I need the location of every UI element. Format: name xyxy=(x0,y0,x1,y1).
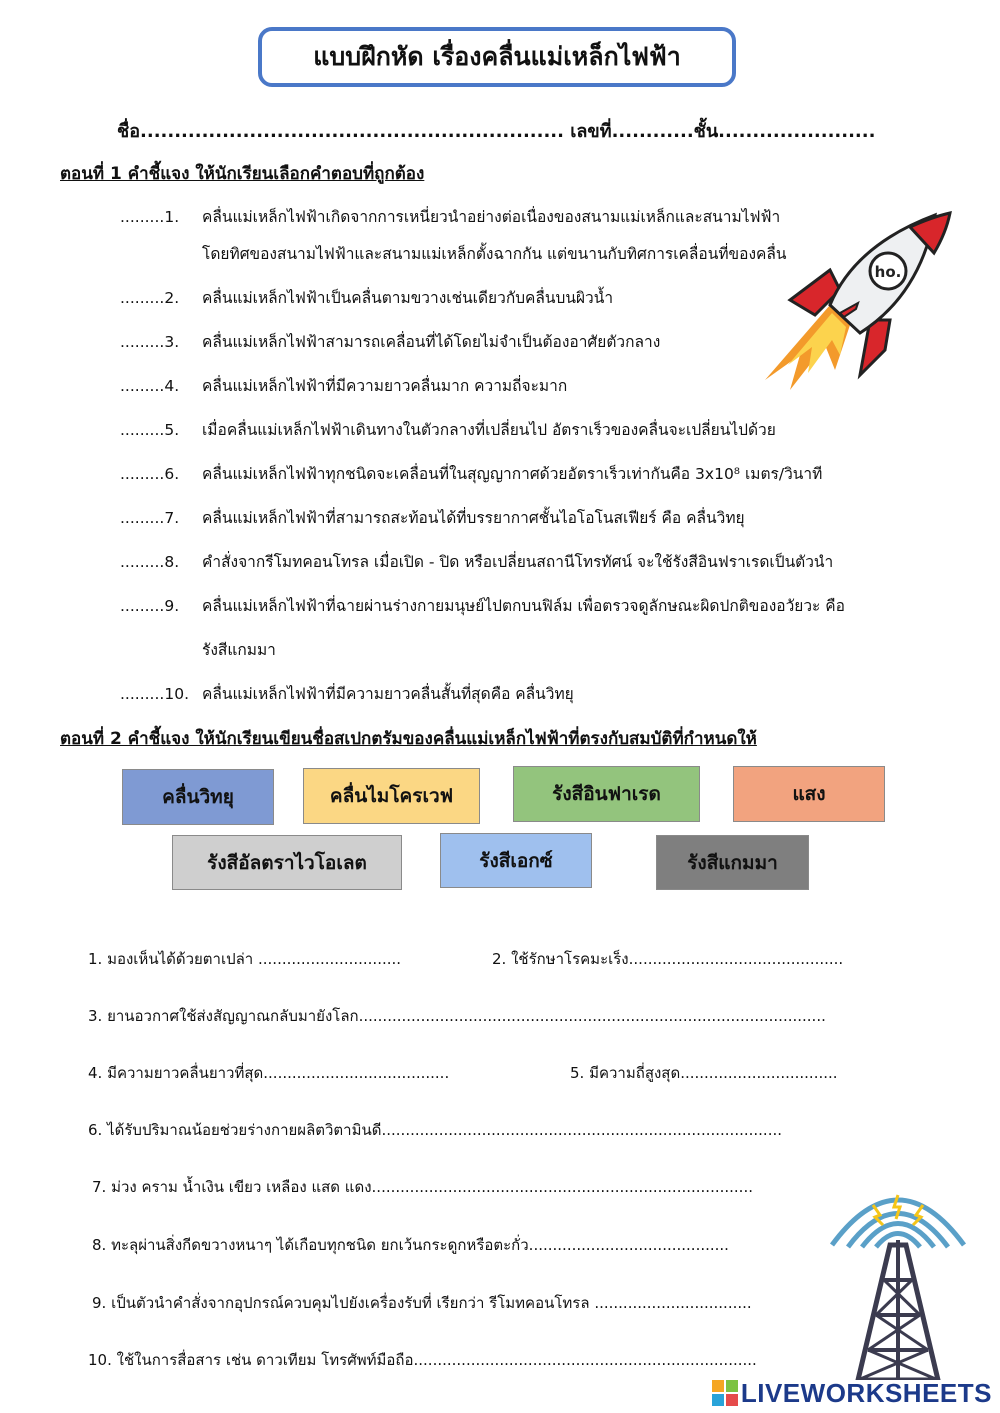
choice-infrared[interactable]: รังสีอินฟาเรด xyxy=(513,766,700,822)
choice-xray[interactable]: รังสีเอกซ์ xyxy=(440,833,592,888)
blank-9[interactable]: 9. เป็นตัวนำคำสั่งจากอุปกรณ์ควบคุมไปยังเครื่องรับที่ เรียกว่า รีโมทคอนโทรล ................................. xyxy=(92,1294,752,1312)
question-1[interactable]: .........1. คลื่นแม่เหล็กไฟฟ้าเกิดจากการเหนี่ยวนำอย่างต่อเนื่องของสนามแม่เหล็กและสนามไฟฟ้า xyxy=(120,208,781,226)
blank-2[interactable]: 2. ใช้รักษาโรคมะเร็ง............................................. xyxy=(492,950,844,968)
radio-tower-icon xyxy=(828,1185,968,1380)
question-3[interactable]: .........3. คลื่นแม่เหล็กไฟฟ้าสามารถเคลื่อนที่ได้โดยไม่จำเป็นต้องอาศัยตัวกลาง xyxy=(120,333,661,351)
liveworksheets-logo-icon xyxy=(712,1380,738,1406)
blank-4[interactable]: 4. มีความยาวคลื่นยาวที่สุด....................................... xyxy=(88,1064,450,1082)
choice-gamma[interactable]: รังสีแกมมา xyxy=(656,835,809,890)
choice-radio-wave[interactable]: คลื่นวิทยุ xyxy=(122,769,274,825)
choice-light[interactable]: แสง xyxy=(733,766,885,822)
blank-3[interactable]: 3. ยานอวกาศใช้ส่งสัญญาณกลับมายังโลก.................................................................................................. xyxy=(88,1007,826,1025)
question-10[interactable]: .........10. คลื่นแม่เหล็กไฟฟ้าที่มีความยาวคลื่นสั้นที่สุดคือ คลื่นวิทยุ xyxy=(120,685,574,703)
question-4[interactable]: .........4. คลื่นแม่เหล็กไฟฟ้าที่มีความยาวคลื่นมาก ความถี่จะมาก xyxy=(120,377,568,395)
choice-ultraviolet[interactable]: รังสีอัลตราไวโอเลต xyxy=(172,835,402,890)
question-8[interactable]: .........8. คำสั่งจากรีโมทคอนโทรล เมื่อเปิด - ปิด หรือเปลี่ยนสถานีโทรทัศน์ จะใช้รังสีอินฟราเรดเป็นตัวนำ xyxy=(120,553,834,571)
part2-heading: ตอนที่ 2 คำชี้แจง ให้นักเรียนเขียนชื่อสเปกตรัมของคลื่นแม่เหล็กไฟฟ้าที่ตรงกับสมบัติที่กำหนดให้ xyxy=(60,729,757,749)
blank-7[interactable]: 7. ม่วง คราม น้ำเงิน เขียว เหลือง แสด แดง................................................................................ xyxy=(92,1178,753,1196)
part1-heading: ตอนที่ 1 คำชี้แจง ให้นักเรียนเลือกคำตอบที่ถูกต้อง xyxy=(60,164,425,184)
question-2[interactable]: .........2. คลื่นแม่เหล็กไฟฟ้าเป็นคลื่นตามขวางเช่นเดียวกับคลื่นบนผิวน้ำ xyxy=(120,289,614,307)
blank-10[interactable]: 10. ใช้ในการสื่อสาร เช่น ดาวเทียม โทรศัพท์มือถือ........................................................................ xyxy=(88,1351,757,1369)
question-1-continued: โดยทิศของสนามไฟฟ้าและสนามแม่เหล็กตั้งฉากกัน แต่ขนานกับทิศการเคลื่อนที่ของคลื่น xyxy=(202,245,787,263)
blank-1[interactable]: 1. มองเห็นได้ด้วยตาเปล่า .............................. xyxy=(88,950,402,968)
question-6[interactable]: .........6. คลื่นแม่เหล็กไฟฟ้าทุกชนิดจะเคลื่อนที่ในสุญญากาศด้วยอัตราเร็วเท่ากันคือ 3x10⁸ เมตร/วินาที xyxy=(120,465,823,483)
rocket-icon xyxy=(760,205,960,395)
question-5[interactable]: .........5. เมื่อคลื่นแม่เหล็กไฟฟ้าเดินทางในตัวกลางที่เปลี่ยนไป อัตราเร็วของคลื่นจะเปลี่ยนไปด้วย xyxy=(120,421,776,439)
rocket-badge-text: ho. xyxy=(874,263,902,281)
watermark-text: LIVEWORKSHEETS xyxy=(740,1378,992,1408)
worksheet-title: แบบฝึกหัด เรื่องคลื่นแม่เหล็กไฟฟ้า xyxy=(258,27,736,87)
blank-6[interactable]: 6. ได้รับปริมาณน้อยช่วยร่างกายผลิตวิตามินดี.................................................................................... xyxy=(88,1121,782,1139)
question-9[interactable]: .........9. คลื่นแม่เหล็กไฟฟ้าที่ฉายผ่านร่างกายมนุษย์ไปตกบนฟิล์ม เพื่อตรวจดูลักษณะผิดปกติของอวัยวะ คือ xyxy=(120,597,845,615)
question-9-continued: รังสีแกมมา xyxy=(202,641,276,659)
question-7[interactable]: .........7. คลื่นแม่เหล็กไฟฟ้าที่สามารถสะท้อนได้ที่บรรยากาศชั้นไอโอโนสเฟียร์ คือ คลื่นวิทยุ xyxy=(120,509,745,527)
blank-5[interactable]: 5. มีความถี่สูงสุด................................. xyxy=(570,1064,838,1082)
choice-microwave[interactable]: คลื่นไมโครเวฟ xyxy=(303,768,480,824)
liveworksheets-watermark xyxy=(712,1378,992,1409)
blank-8[interactable]: 8. ทะลุผ่านสิ่งกีดขวางหนาๆ ได้เกือบทุกชนิด ยกเว้นกระดูกหรือตะกั่ว.......................................... xyxy=(92,1236,729,1254)
student-info-line[interactable]: ชื่อ.............................................................. เลขที่............ชั้น....................... xyxy=(117,121,876,142)
